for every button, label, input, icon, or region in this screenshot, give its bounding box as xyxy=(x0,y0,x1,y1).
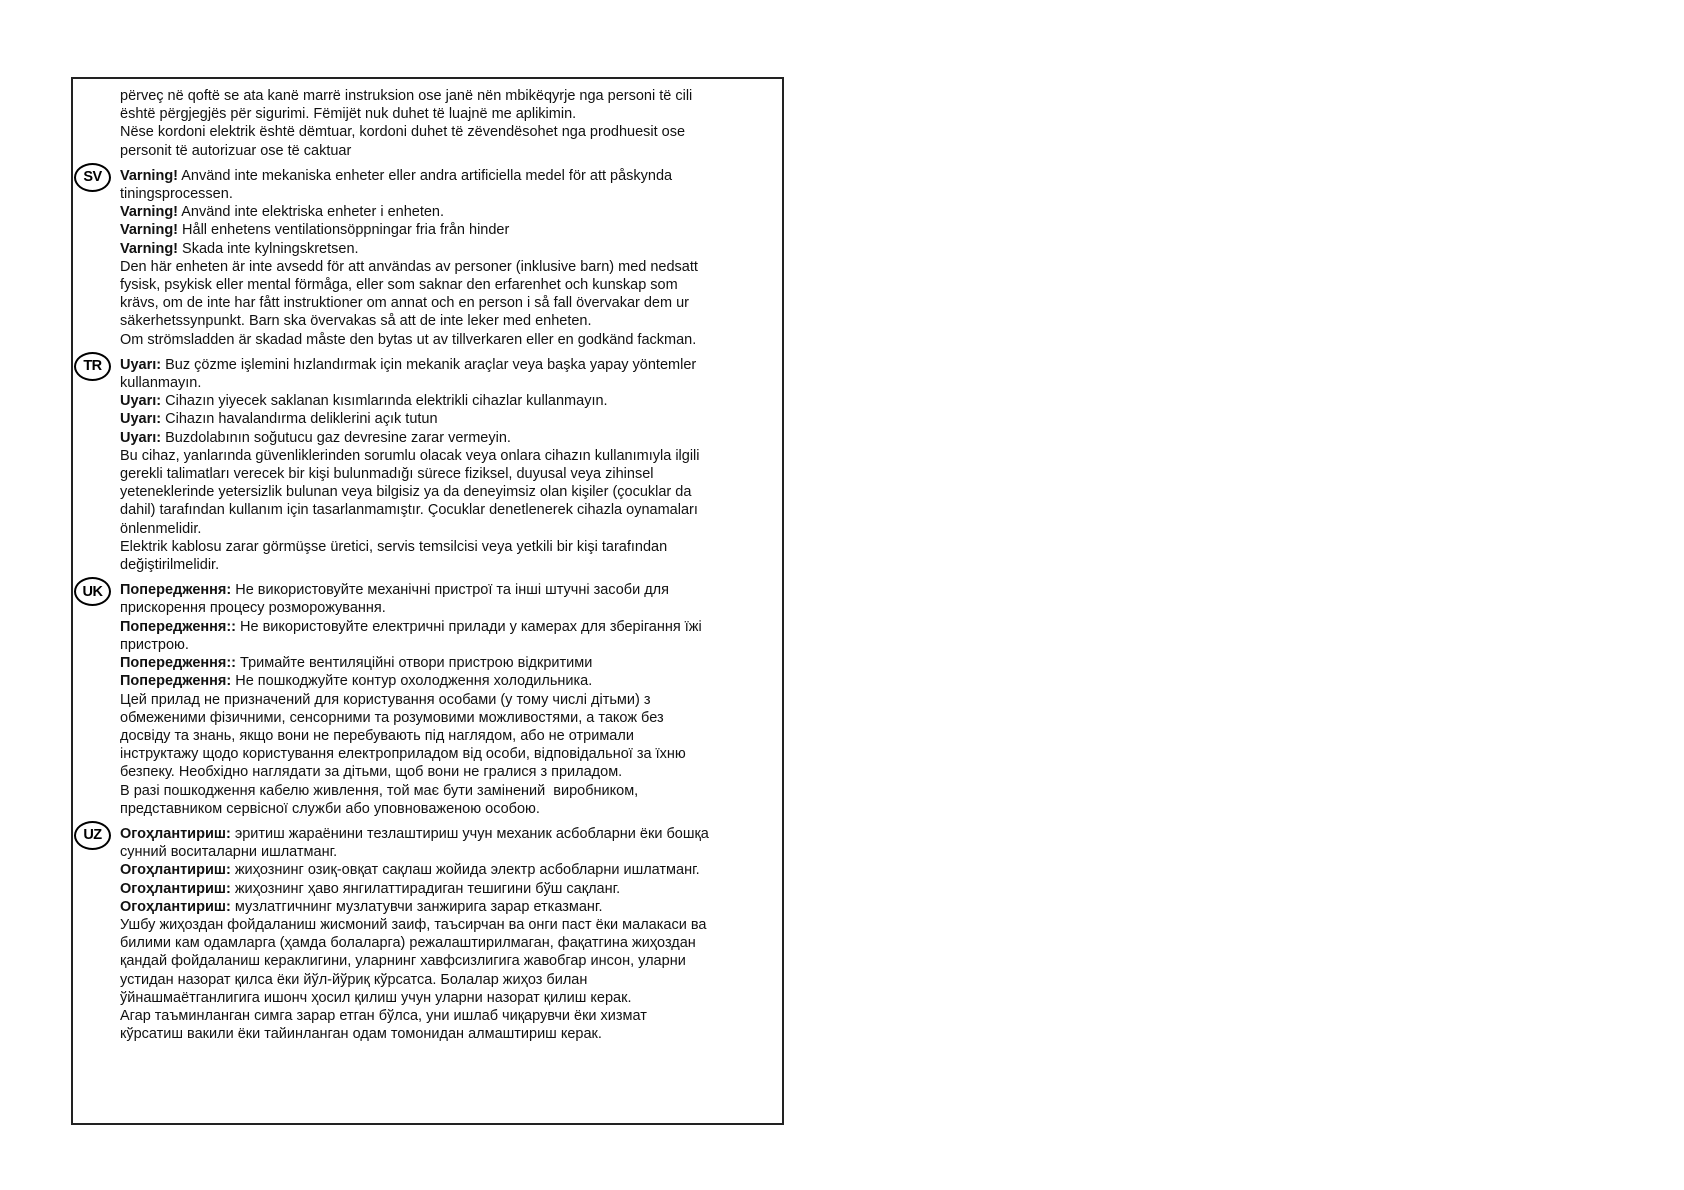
text-line xyxy=(120,538,776,556)
body-text: жиҳознинг ҳаво янгилаттирадиган тешигини бўш сақланг. xyxy=(230,880,621,897)
warning-keyword: Uyarı: xyxy=(120,356,162,373)
body-text: është përgjegjës për sigurimi. Fëmijët nuk duhet të luajnë me aplikimin. xyxy=(120,106,577,123)
body-text: устидан назорат қилса ёки йўл-йўриқ кўрсатса. Болалар жиҳоз билан xyxy=(120,971,588,988)
text-line xyxy=(120,782,776,800)
body-text: Не пошкоджуйте контур охолодження холодильника. xyxy=(231,673,593,690)
text-line xyxy=(120,392,776,410)
body-text: önlenmelidir. xyxy=(120,520,202,537)
text-line xyxy=(120,880,776,898)
body-text: değiştirilmelidir. xyxy=(120,557,220,574)
language-section-uz xyxy=(83,825,776,1043)
text-line xyxy=(120,276,776,294)
text-line xyxy=(120,429,776,447)
text-line xyxy=(120,843,776,861)
text-line xyxy=(120,447,776,465)
body-text: жиҳознинг озиқ-овқат сақлаш жойида электр асбобларни ишлатманг. xyxy=(230,862,700,879)
body-text: В разі пошкодження кабелю живлення, той має бути замінений виробником, xyxy=(120,782,639,799)
text-line xyxy=(120,989,776,1007)
text-line xyxy=(120,410,776,428)
body-text: Агар таъминланган симга зарар етган бўлса, уни ишлаб чиқарувчи ёки хизмат xyxy=(120,1007,647,1024)
text-line xyxy=(120,581,776,599)
warning-keyword: Varning! xyxy=(120,167,179,184)
text-line xyxy=(120,185,776,203)
body-text: эритиш жараёнини тезлаштириш учун механик асбобларни ёки бошқа xyxy=(230,825,709,842)
text-line xyxy=(120,105,776,123)
body-text: Håll enhetens ventilationsöppningar fria från hinder xyxy=(178,222,510,239)
body-text: сунний воситаларни ишлатманг. xyxy=(120,844,338,861)
text-line xyxy=(120,87,776,105)
text-line xyxy=(120,599,776,617)
text-line xyxy=(120,952,776,970)
body-text: обмеженими фізичними, сенсорними та розумовими можливостями, а також без xyxy=(120,709,664,726)
language-section-tr xyxy=(83,356,776,574)
body-text: Elektrik kablosu zarar görmüşse üretici, servis temsilcisi veya yetkili bir kişi tarafından xyxy=(120,538,668,555)
body-text: Använd inte elektriska enheter i enheten. xyxy=(178,204,445,221)
body-text: билими кам одамларга (ҳамда болаларга) режалаштирилмаган, фақатгина жиҳоздан xyxy=(120,935,696,952)
text-line xyxy=(120,556,776,574)
warning-keyword: Огоҳлантириш: xyxy=(120,862,231,879)
body-text: пристрою. xyxy=(120,636,189,653)
body-text: kullanmayın. xyxy=(120,375,202,392)
body-text: ўйнашмаётганлигига ишонч ҳосил қилиш учун уларни назорат қилиш керак. xyxy=(120,989,632,1006)
body-text: säkerhetssynpunkt. Barn ska övervakas så att de inte leker med enheten. xyxy=(120,313,592,330)
body-text: Не використовуйте електричні прилади у камерах для зберігання їжі xyxy=(236,618,702,635)
text-line xyxy=(120,727,776,745)
text-line xyxy=(120,672,776,690)
body-text: yeteneklerinde yetersizlik bulunan veya bilgisiz ya da deneyimsiz olan kişiler (çocuklar da xyxy=(120,484,692,501)
text-line xyxy=(120,374,776,392)
text-line xyxy=(120,971,776,989)
language-section-uk xyxy=(82,581,776,818)
body-text: Använd inte mekaniska enheter eller andra artificiella medel för att påskynda xyxy=(178,167,673,184)
body-text: fysisk, psykisk eller mental förmåga, eller som saknar den erfarenhet och kunskap som xyxy=(120,277,678,294)
text-line xyxy=(120,123,776,141)
text-line xyxy=(120,312,776,330)
language-badge-tr: TR xyxy=(74,352,111,381)
body-text: gerekli talimatları verecek bir kişi bulunmadığı sürece fiziksel, duyusal veya zihinsel xyxy=(120,466,654,483)
warning-keyword: Uyarı: xyxy=(120,411,162,428)
body-text: Den här enheten är inte avsedd för att användas av personer (inklusive barn) med nedsatt xyxy=(120,258,698,275)
language-section-sv xyxy=(83,167,776,349)
language-section-sq-continued xyxy=(120,87,776,160)
text-line xyxy=(120,203,776,221)
text-line xyxy=(120,691,776,709)
text-line xyxy=(120,142,776,160)
body-text: Om strömsladden är skadad måste den bytas ut av tillverkaren eller en godkänd fackman. xyxy=(120,331,697,348)
text-line xyxy=(120,1025,776,1043)
text-line xyxy=(120,501,776,519)
warning-keyword: Varning! xyxy=(120,240,179,257)
body-text: інструктажу щодо користування електроприладом від особи, відповідальної за їхню xyxy=(120,746,686,763)
body-text: представником сервісної служби або уповноваженою особою. xyxy=(120,800,540,817)
body-text: безпеку. Необхідно наглядати за дітьми, щоб вони не гралися з приладом. xyxy=(120,764,623,781)
warning-keyword: Огоҳлантириш: xyxy=(120,880,231,897)
body-text: tiningsprocessen. xyxy=(120,186,233,203)
body-text: Bu cihaz, yanlarında güvenliklerinden sorumlu olacak veya onlara cihazın kullanımıyla ilgili xyxy=(120,447,700,464)
body-text: krävs, om de inte har fått instruktioner om annat och en person i så fall övervakar dem ur xyxy=(120,295,689,312)
body-text: Цей прилад не призначений для користування особами (у тому числі дітьми) з xyxy=(120,691,651,708)
text-line xyxy=(120,356,776,374)
body-text: досвіду та знань, якщо вони не перебувають під наглядом, або не отримали xyxy=(120,727,634,744)
warning-keyword: Varning! xyxy=(120,204,179,221)
body-text: Buz çözme işlemini hızlandırmak için mekanik araçlar veya başka yapay yöntemler xyxy=(161,356,697,373)
text-line xyxy=(120,618,776,636)
body-text: Ушбу жиҳоздан фойдаланиш жисмоний заиф, таъсирчан ва онги паст ёки малакаси ва xyxy=(120,916,707,933)
warning-keyword: Огоҳлантириш: xyxy=(120,825,231,842)
language-badge-sv: SV xyxy=(74,163,111,192)
body-text: Тримайте вентиляційні отвори пристрою відкритими xyxy=(236,655,593,672)
warning-keyword: Uyarı: xyxy=(120,393,162,410)
text-line xyxy=(120,898,776,916)
body-text: кўрсатиш вакили ёки тайинланган одам томонидан алмаштириш керак. xyxy=(120,1026,602,1043)
body-text: Cihazın havalandırma deliklerini açık tutun xyxy=(161,411,438,428)
warning-keyword: Попередження: xyxy=(120,582,232,599)
text-line xyxy=(120,240,776,258)
text-line xyxy=(120,636,776,654)
text-line xyxy=(120,465,776,483)
instruction-box xyxy=(71,77,784,1125)
text-line xyxy=(120,483,776,501)
text-line xyxy=(120,331,776,349)
body-text: përveç në qoftë se ata kanë marrë instruksion ose janë nën mbikëqyrje nga personi të cili xyxy=(120,88,693,104)
body-text: музлатгичнинг музлатувчи занжирига зарар етказманг. xyxy=(230,898,603,915)
body-text: прискорення процесу розморожування. xyxy=(120,600,386,617)
text-line xyxy=(120,520,776,538)
text-line xyxy=(120,167,776,185)
warning-keyword: Uyarı: xyxy=(120,429,162,446)
text-line xyxy=(120,763,776,781)
body-text: dahil) tarafından kullanım için tasarlanmamıştır. Çocuklar denetlenerek cihazla oynamaları xyxy=(120,502,698,519)
warning-keyword: Varning! xyxy=(120,222,179,239)
warning-keyword: Попередження:: xyxy=(120,618,237,635)
text-line xyxy=(120,934,776,952)
warning-keyword: Попередження:: xyxy=(120,655,237,672)
body-text: қандай фойдаланиш кераклигини, уларнинг хавфсизлигига жавобгар инсон, уларни xyxy=(120,953,686,970)
text-line xyxy=(120,221,776,239)
text-line xyxy=(120,745,776,763)
text-line xyxy=(120,654,776,672)
text-line xyxy=(120,800,776,818)
text-line xyxy=(120,709,776,727)
body-text: Не використовуйте механічні пристрої та інші штучні засоби для xyxy=(231,582,669,599)
language-badge-uz: UZ xyxy=(74,821,111,850)
text-line xyxy=(120,294,776,312)
text-line xyxy=(120,861,776,879)
text-line xyxy=(120,1007,776,1025)
warning-keyword: Огоҳлантириш: xyxy=(120,898,231,915)
body-text: personit të autorizuar ose të caktuar xyxy=(120,142,352,159)
text-line xyxy=(120,916,776,934)
body-text: Nëse kordoni elektrik është dëmtuar, kordoni duhet të zëvendësohet nga prodhuesit ose xyxy=(120,124,686,141)
body-text: Cihazın yiyecek saklanan kısımlarında elektrikli cihazlar kullanmayın. xyxy=(161,393,608,410)
warning-keyword: Попередження: xyxy=(120,673,232,690)
body-text: Skada inte kylningskretsen. xyxy=(178,240,359,257)
body-text: Buzdolabının soğutucu gaz devresine zarar vermeyin. xyxy=(161,429,511,446)
language-badge-uk: UK xyxy=(74,577,111,606)
text-line xyxy=(120,258,776,276)
text-line xyxy=(120,825,776,843)
